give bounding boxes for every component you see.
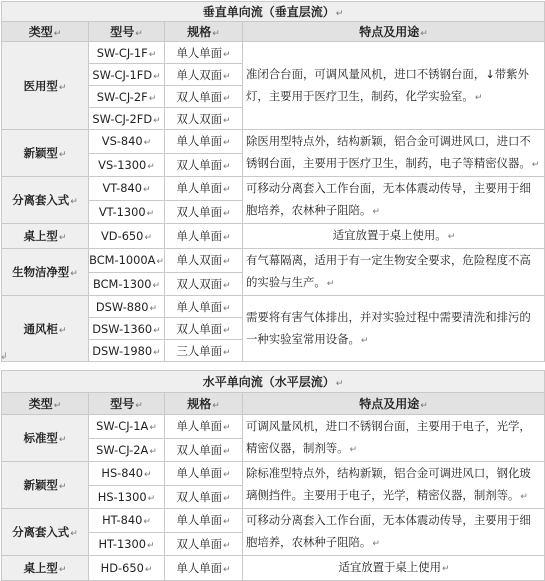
- table-row: [2, 462, 545, 486]
- cell-text: 型号: [110, 397, 135, 411]
- header-category: [2, 22, 89, 42]
- paragraph-mark: ↵: [531, 160, 540, 170]
- cell-text: 新颖型: [23, 146, 58, 160]
- cell-text: 类型: [28, 397, 53, 411]
- cell-text: 水平单向流（水平层流）: [202, 375, 335, 389]
- model-cell: [89, 153, 165, 177]
- cell-text: 生物洁净型: [12, 265, 70, 279]
- spec-cell: [165, 42, 243, 64]
- model-cell: [89, 485, 165, 509]
- cell-text: SW-CJ-2F: [96, 89, 148, 104]
- cell-text: 标准型: [23, 431, 58, 445]
- paragraph-mark: ↵: [223, 71, 231, 82]
- spec-cell: [165, 296, 243, 318]
- table-row: [2, 42, 545, 64]
- paragraph-mark: ↵: [146, 208, 155, 219]
- cell-text: 准闭合台面，可调风量风机，进口不锈钢台面，↓带紫外灯，主要用于医疗卫生，制药，化学实验室。: [246, 66, 529, 103]
- paragraph-mark: ↵: [135, 29, 143, 39]
- paragraph-mark: ↵: [360, 335, 369, 346]
- cell-text: 双人双面: [176, 111, 223, 126]
- cell-text: 可移动分离套入工作台面，无本体震动传导，主要用于细胞培养，农林种子阻陪。: [246, 181, 531, 217]
- header-spec: [165, 22, 243, 42]
- table-title: [2, 371, 545, 393]
- table-row: [2, 224, 545, 249]
- paragraph-mark: ↵: [349, 445, 358, 455]
- paragraph-mark: ↵: [143, 138, 152, 149]
- paragraph-mark: ↵: [152, 280, 161, 291]
- cell-text: 双人单面: [176, 157, 223, 172]
- spec-cell: [165, 200, 243, 224]
- model-cell: [89, 415, 165, 439]
- model-cell: [89, 177, 165, 201]
- cell-text: 桌上型: [23, 229, 58, 243]
- cell-text: BCM-1300: [92, 276, 152, 291]
- cell-text: 单人单面: [176, 45, 223, 60]
- category-cell: [2, 224, 89, 249]
- spec-cell: [165, 462, 243, 486]
- spec-cell: [165, 556, 243, 581]
- paragraph-mark: ↵: [58, 233, 67, 243]
- paragraph-mark: ↵: [148, 93, 157, 104]
- cell-text: BCM-1000A: [89, 253, 156, 268]
- header-model: [89, 22, 165, 42]
- paragraph-mark: ↵: [372, 539, 380, 549]
- paragraph-mark: ↵: [70, 529, 78, 539]
- features-cell: [243, 296, 545, 362]
- category-cell: [2, 177, 89, 224]
- paragraph-mark: ↵: [223, 208, 231, 219]
- header-row: [2, 393, 545, 415]
- spec-cell: [165, 415, 243, 439]
- features-cell: [243, 509, 545, 556]
- paragraph-mark: ↵: [474, 92, 483, 103]
- cell-text: 规格: [187, 397, 212, 411]
- paragraph-mark: ↵: [153, 115, 161, 126]
- spec-cell: [165, 153, 243, 177]
- model-cell: [89, 556, 165, 581]
- category-cell: [2, 296, 89, 362]
- table-row: [2, 249, 545, 273]
- paragraph-mark: ↵: [223, 493, 231, 504]
- cell-text: 规格: [187, 25, 212, 39]
- cell-text: 桌上型: [23, 561, 58, 575]
- model-cell: [89, 86, 165, 108]
- cell-text: 有气幕隔离，适用于有一定生物安全要求，危险程度不高的实验与生产。: [246, 253, 531, 289]
- header-category: [2, 393, 89, 415]
- cell-text: 新颖型: [23, 478, 58, 492]
- paragraph-mark: ↵: [153, 347, 161, 358]
- cell-text: DSW-1360: [92, 321, 153, 336]
- cell-text: 特点及用途: [359, 397, 420, 411]
- table-row: [2, 509, 545, 533]
- paragraph-mark: ↵: [147, 161, 155, 172]
- features-cell: [243, 177, 545, 224]
- cell-text: 分离套入式: [12, 193, 70, 207]
- category-cell: [2, 415, 89, 462]
- cell-text: 单人单面: [176, 299, 223, 314]
- spec-cell: [165, 340, 243, 362]
- cell-text: SW-CJ-1F: [96, 45, 148, 60]
- cell-text: 适宜放置于桌上使用: [338, 560, 441, 574]
- cell-text: VS-1300: [98, 157, 147, 172]
- paragraph-mark: ↵: [223, 257, 231, 268]
- paragraph-mark: ↵: [223, 470, 231, 481]
- cell-text: 单人单面: [176, 181, 223, 196]
- paragraph-mark: ↵: [58, 82, 67, 93]
- category-cell: [2, 509, 89, 556]
- paragraph-mark: ↵: [520, 492, 528, 502]
- cell-text: 三人单面: [176, 343, 223, 358]
- model-cell: [89, 249, 165, 273]
- model-cell: [89, 224, 165, 249]
- table-row: [2, 556, 545, 581]
- features-cell: [243, 42, 545, 130]
- header-features: [243, 22, 545, 42]
- spec-cell: [165, 318, 243, 340]
- model-cell: [89, 272, 165, 296]
- table-title-row: [2, 371, 545, 393]
- spec-cell: [165, 509, 243, 533]
- model-cell: [89, 296, 165, 318]
- paragraph-mark: ↵: [223, 93, 231, 104]
- cell-text: 特点及用途: [359, 25, 420, 39]
- paragraph-mark: ↵: [143, 517, 151, 528]
- header-row: [2, 22, 545, 42]
- paragraph-mark: ↵: [223, 540, 231, 551]
- paragraph-mark: ↵: [335, 9, 344, 19]
- paragraph-mark: ↵: [212, 29, 220, 39]
- cell-text: 双人单面: [176, 489, 223, 504]
- category-cell: [2, 462, 89, 509]
- cell-text: 单人单面: [176, 419, 223, 434]
- model-cell: [89, 340, 165, 362]
- cell-text: 双人单面: [176, 442, 223, 457]
- paragraph-mark: ↵: [223, 325, 231, 336]
- cell-text: 单人单面: [176, 561, 223, 575]
- paragraph-mark: ↵: [70, 269, 78, 279]
- features-cell: [243, 130, 545, 177]
- paragraph-mark: ↵: [223, 280, 231, 291]
- spec-cell: [165, 438, 243, 462]
- model-cell: [89, 42, 165, 64]
- horizontal-flow-table: [1, 370, 545, 581]
- cell-text: 单人单面: [176, 466, 223, 481]
- cell-text: 单人单面: [176, 513, 223, 528]
- cell-text: HT-1300: [98, 536, 147, 551]
- spec-cell: [165, 86, 243, 108]
- cell-text: 通风柜: [23, 321, 58, 336]
- features-cell: [243, 556, 545, 581]
- paragraph-mark: ↵: [223, 161, 231, 172]
- cell-text: 双人单面: [176, 204, 223, 219]
- model-cell: [89, 318, 165, 340]
- spec-cell: [165, 532, 243, 556]
- model-cell: [89, 438, 165, 462]
- cell-text: VT-1300: [98, 204, 146, 219]
- paragraph-mark: ↵: [420, 29, 428, 39]
- features-cell: [243, 224, 545, 249]
- category-cell: [2, 556, 89, 581]
- cell-text: HS-1300: [97, 489, 147, 504]
- cell-text: 类型: [28, 25, 53, 39]
- paragraph-mark: ↵: [153, 71, 161, 82]
- spec-cell: [165, 485, 243, 509]
- cell-text: 双人双面: [176, 276, 223, 291]
- spec-cell: [165, 249, 243, 273]
- paragraph-mark: ↵: [53, 29, 62, 39]
- spec-cell: [165, 224, 243, 249]
- paragraph-mark: ↵: [441, 564, 450, 574]
- paragraph-mark: ↵: [144, 565, 153, 575]
- cell-text: 单人单面: [176, 134, 223, 149]
- features-cell: [243, 462, 545, 509]
- paragraph-mark: ↵: [326, 279, 335, 289]
- paragraph-mark: ↵: [223, 303, 231, 314]
- paragraph-mark: ↵: [53, 401, 62, 411]
- features-cell: [243, 249, 545, 296]
- paragraph-mark: ↵: [58, 565, 67, 575]
- paragraph-mark: ↵: [223, 49, 231, 60]
- spec-cell: [165, 64, 243, 86]
- paragraph-mark: ↵: [223, 565, 231, 575]
- cell-text: SW-CJ-2A: [96, 442, 149, 457]
- cell-text: 双人单面: [176, 89, 223, 104]
- cell-text: VT-840: [102, 181, 142, 196]
- paragraph-mark: ↵: [420, 401, 428, 411]
- paragraph-mark: ↵: [58, 150, 67, 160]
- cell-text: 除医用型特点外，结构新颖，铝合金可调进风口，进口不锈钢台面，主要用于医疗卫生，制药，电子等精密仪器。: [246, 134, 531, 170]
- cell-text: 分离套入式: [12, 525, 70, 539]
- model-cell: [89, 200, 165, 224]
- paragraph-mark: ↵: [156, 257, 164, 268]
- paragraph-mark: ↵: [212, 401, 220, 411]
- paragraph-mark: ↵: [148, 49, 157, 60]
- paragraph-mark: ↵: [223, 115, 231, 126]
- model-cell: [89, 462, 165, 486]
- paragraph-mark: ↵: [223, 423, 231, 434]
- spec-cell: [165, 272, 243, 296]
- cell-text: VD-650: [101, 229, 144, 243]
- spec-cell: [165, 130, 243, 154]
- cell-text: DSW-880: [95, 299, 149, 314]
- paragraph-mark: ↵: [135, 401, 143, 411]
- model-cell: [89, 509, 165, 533]
- table-row: [2, 415, 545, 439]
- table-title-row: [2, 2, 545, 22]
- cell-text: 双人单面: [176, 536, 223, 551]
- cell-text: SW-CJ-1A: [96, 419, 149, 434]
- paragraph-mark: ↵: [149, 423, 157, 434]
- cell-text: 型号: [110, 25, 135, 39]
- category-cell: [2, 42, 89, 130]
- paragraph-mark: ↵: [149, 303, 158, 314]
- cell-text: 单人双面: [176, 253, 223, 268]
- paragraph-mark: ↵: [372, 207, 380, 217]
- model-cell: [89, 532, 165, 556]
- cell-text: 医用型: [23, 78, 58, 93]
- header-model: [89, 393, 165, 415]
- vertical-flow-table: [1, 1, 545, 362]
- cell-text: SW-CJ-2FD: [92, 111, 153, 126]
- category-cell: [2, 130, 89, 177]
- paragraph-mark: ↵: [447, 232, 456, 242]
- paragraph-mark: ↵: [223, 233, 231, 243]
- paragraph-mark: ↵: [149, 446, 157, 457]
- cell-text: 可移动分离套入工作台面，无本体震动传导，主要用于细胞培养，农林种子阻陪。: [246, 513, 531, 549]
- paragraph-mark: ↲: [0, 352, 8, 362]
- spec-cell: [165, 108, 243, 130]
- paragraph-mark: ↵: [223, 446, 231, 457]
- cell-text: HD-650: [100, 561, 144, 575]
- header-spec: [165, 393, 243, 415]
- paragraph-mark: ↵: [147, 540, 155, 551]
- cell-text: HT-840: [102, 513, 143, 528]
- paragraph-mark: ↵: [147, 493, 156, 504]
- paragraph-mark: ↵: [223, 138, 231, 149]
- cell-text: 除标准型特点外，结构新颖，铝合金可调进风口，钢化玻璃侧挡件。主要用于电子，光学，精密仪器，制剂等。: [246, 466, 531, 502]
- cell-text: 需要将有害气体排出，并对实验过程中需要清洗和排污的一种实验室常用设备。: [246, 309, 531, 346]
- model-cell: [89, 64, 165, 86]
- paragraph-mark: ↵: [144, 470, 152, 481]
- cell-text: 垂直单向流（垂直层流）: [202, 5, 335, 19]
- paragraph-mark: ↵: [223, 347, 231, 358]
- cell-text: SW-CJ-1FD: [92, 67, 153, 82]
- cell-text: 双人单面: [176, 321, 223, 336]
- cell-text: HS-840: [101, 466, 144, 481]
- category-cell: [2, 249, 89, 296]
- cell-text: 单人双面: [176, 67, 223, 82]
- paragraph-mark: ↵: [335, 379, 344, 389]
- cell-text: 单人单面: [176, 229, 223, 243]
- paragraph-mark: ↵: [153, 325, 161, 336]
- model-cell: [89, 130, 165, 154]
- features-cell: [243, 415, 545, 462]
- cell-text: VS-840: [101, 134, 143, 149]
- paragraph-mark: ↵: [223, 185, 231, 196]
- header-features: [243, 393, 545, 415]
- paragraph-mark: ↵: [58, 325, 67, 336]
- model-cell: [89, 108, 165, 130]
- paragraph-mark: ↵: [143, 185, 151, 196]
- cell-text: 可调风量风机，进口不锈钢台面，主要用于电子，光学，精密仪器，制剂等。: [246, 419, 531, 455]
- table-row: [2, 177, 545, 201]
- paragraph-mark: ↵: [70, 197, 78, 207]
- paragraph-mark: ↵: [58, 435, 67, 445]
- paragraph-mark: ↵: [223, 517, 231, 528]
- table-title: [2, 2, 545, 22]
- cell-text: 适宜放置于桌上使用。: [332, 228, 447, 242]
- spec-cell: [165, 177, 243, 201]
- cell-text: DSW-1980: [92, 343, 153, 358]
- table-row: [2, 296, 545, 318]
- paragraph-mark: ↵: [144, 233, 152, 243]
- table-row: [2, 130, 545, 154]
- paragraph-mark: ↵: [58, 482, 67, 492]
